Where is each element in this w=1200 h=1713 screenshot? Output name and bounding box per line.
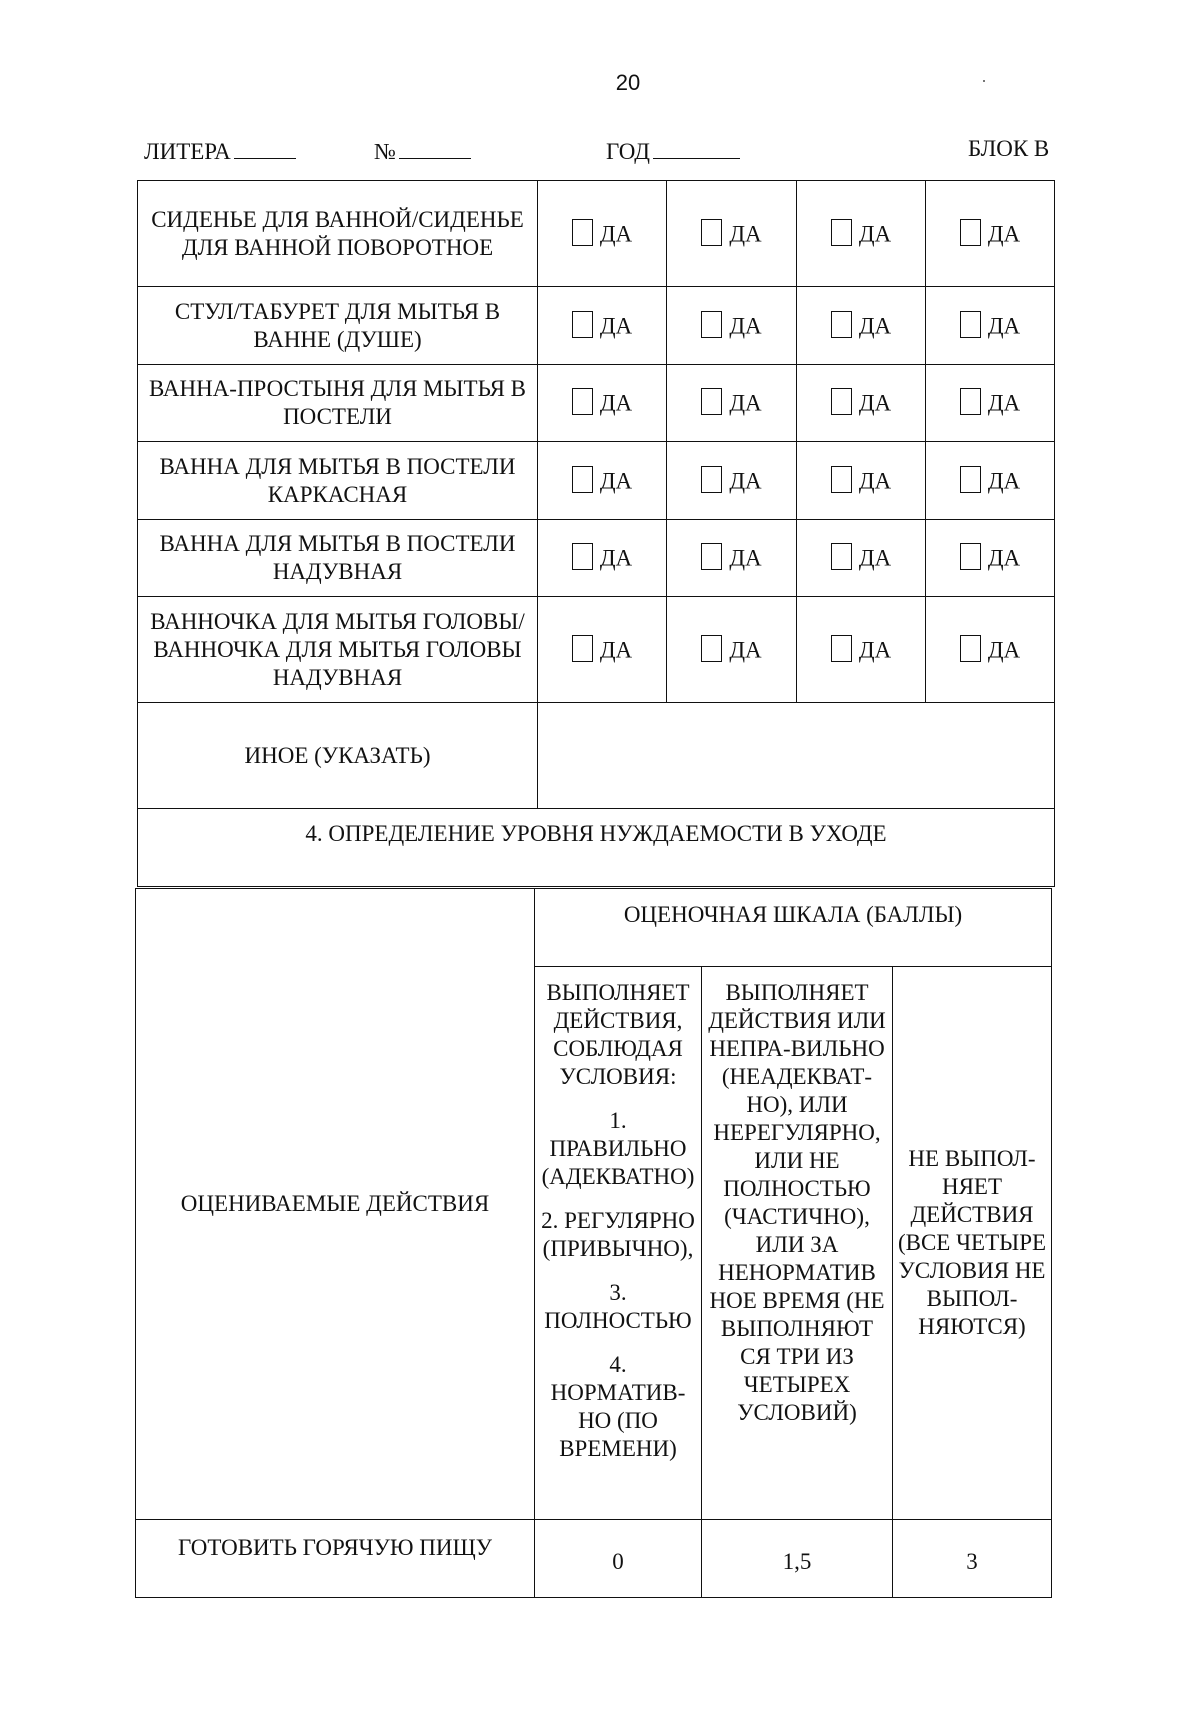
- checkbox-icon[interactable]: [701, 466, 722, 493]
- yes-option[interactable]: [797, 520, 926, 597]
- yes-option[interactable]: [538, 442, 667, 520]
- yes-option[interactable]: [926, 365, 1055, 442]
- year-blank[interactable]: [653, 136, 740, 159]
- equipment-label: ВАННА ДЛЯ МЫТЬЯ В ПОСТЕЛИ НАДУВНАЯ: [138, 520, 538, 597]
- checkbox-icon[interactable]: [831, 219, 852, 246]
- yes-label: ДА: [858, 390, 892, 416]
- col1-cond3-text: ПОЛНОСТЬЮ: [544, 1308, 692, 1333]
- yes-option[interactable]: [538, 520, 667, 597]
- equipment-row: [138, 365, 1055, 442]
- yes-label: ДА: [729, 313, 762, 339]
- checkbox-icon[interactable]: [831, 311, 852, 338]
- yes-option[interactable]: [667, 365, 797, 442]
- yes-label: ДА: [858, 468, 892, 494]
- col1-cond4-number: 4.: [609, 1352, 627, 1377]
- other-input[interactable]: [538, 703, 1055, 809]
- yes-label: ДА: [987, 637, 1021, 663]
- scale-col-2: НЕ ВЫПОЛ-НЯЕТ ДЕЙСТВИЯ (ВСЕ ЧЕТЫРЕ УСЛОВИЯ НЕ ВЫПОЛ-НЯЮТСЯ): [893, 967, 1052, 1520]
- checkbox-icon[interactable]: [701, 543, 722, 570]
- yes-label: ДА: [987, 468, 1021, 494]
- yes-label: ДА: [987, 545, 1021, 571]
- col1-cond2: 2. РЕГУЛЯРНО (ПРИВЫЧНО),: [541, 1208, 695, 1261]
- page-number: 20: [615, 70, 641, 95]
- yes-option[interactable]: [797, 597, 926, 703]
- checkbox-icon[interactable]: [572, 466, 593, 493]
- yes-label: ДА: [987, 313, 1021, 339]
- yes-option[interactable]: [926, 597, 1055, 703]
- section-title: 4. ОПРЕДЕЛЕНИЕ УРОВНЯ НУЖДАЕМОСТИ В УХОДЕ: [138, 809, 1055, 887]
- yes-label: ДА: [599, 468, 633, 494]
- checkbox-icon[interactable]: [831, 388, 852, 415]
- checkbox-icon[interactable]: [960, 543, 981, 570]
- yes-label: ДА: [987, 221, 1021, 247]
- checkbox-icon[interactable]: [960, 635, 981, 662]
- checkbox-icon[interactable]: [701, 311, 722, 338]
- action-label: ГОТОВИТЬ ГОРЯЧУЮ ПИЩУ: [136, 1520, 535, 1598]
- checkbox-icon[interactable]: [831, 635, 852, 662]
- checkbox-icon[interactable]: [831, 543, 852, 570]
- checkbox-icon[interactable]: [572, 388, 593, 415]
- checkbox-icon[interactable]: [572, 311, 593, 338]
- equipment-table: [137, 180, 1055, 887]
- yes-option[interactable]: [926, 181, 1055, 287]
- yes-option[interactable]: [667, 442, 797, 520]
- scale-col-0: [535, 967, 702, 1520]
- checkbox-icon[interactable]: [960, 219, 981, 246]
- yes-option[interactable]: [797, 287, 926, 365]
- number-label: №: [374, 139, 396, 164]
- number-blank[interactable]: [399, 136, 471, 159]
- yes-option[interactable]: [667, 287, 797, 365]
- yes-label: ДА: [729, 390, 762, 416]
- yes-label: ДА: [599, 221, 633, 247]
- yes-label: ДА: [858, 313, 892, 339]
- equipment-row: [138, 442, 1055, 520]
- assessment-table: [135, 888, 1052, 1598]
- equipment-label: СТУЛ/ТАБУРЕТ ДЛЯ МЫТЬЯ В ВАННЕ (ДУШЕ): [138, 287, 538, 365]
- score-cell: 3: [893, 1520, 1052, 1598]
- checkbox-icon[interactable]: [572, 219, 593, 246]
- checkbox-icon[interactable]: [831, 466, 852, 493]
- equipment-row: [138, 597, 1055, 703]
- checkbox-icon[interactable]: [701, 219, 722, 246]
- yes-label: ДА: [599, 313, 633, 339]
- yes-label: ДА: [729, 545, 762, 571]
- checkbox-icon[interactable]: [572, 543, 593, 570]
- col1-cond4-text: НОРМАТИВ-НО (ПО ВРЕМЕНИ): [550, 1380, 686, 1461]
- yes-option[interactable]: [667, 597, 797, 703]
- litera-label: ЛИТЕРА: [144, 139, 231, 164]
- col1-cond1-text: ПРАВИЛЬНО (АДЕКВАТНО): [541, 1136, 695, 1189]
- year-label: ГОД: [606, 139, 650, 164]
- yes-option[interactable]: [538, 287, 667, 365]
- score-cell: 1,5: [702, 1520, 893, 1598]
- yes-option[interactable]: [926, 442, 1055, 520]
- yes-label: ДА: [858, 637, 892, 663]
- year-field: [606, 136, 740, 165]
- yes-label: ДА: [729, 221, 762, 247]
- other-label: ИНОЕ (УКАЗАТЬ): [138, 703, 538, 809]
- equipment-label: СИДЕНЬЕ ДЛЯ ВАННОЙ/СИДЕНЬЕ ДЛЯ ВАННОЙ ПОВОРОТНОЕ: [138, 181, 538, 287]
- equipment-row: [138, 287, 1055, 365]
- scale-title: ОЦЕНОЧНАЯ ШКАЛА (БАЛЛЫ): [535, 889, 1052, 967]
- yes-option[interactable]: [538, 181, 667, 287]
- checkbox-icon[interactable]: [960, 466, 981, 493]
- checkbox-icon[interactable]: [701, 635, 722, 662]
- scan-speck: [983, 80, 985, 82]
- yes-option[interactable]: [797, 181, 926, 287]
- checkbox-icon[interactable]: [960, 388, 981, 415]
- assessed-actions-header: ОЦЕНИВАЕМЫЕ ДЕЙСТВИЯ: [136, 889, 535, 1520]
- other-row: [138, 703, 1055, 809]
- score-cell: 0: [535, 1520, 702, 1598]
- yes-label: ДА: [729, 468, 762, 494]
- equipment-label: ВАННОЧКА ДЛЯ МЫТЬЯ ГОЛОВЫ/ВАННОЧКА ДЛЯ МЫТЬЯ ГОЛОВЫ НАДУВНАЯ: [138, 597, 538, 703]
- yes-option[interactable]: [667, 181, 797, 287]
- yes-option[interactable]: [667, 520, 797, 597]
- checkbox-icon[interactable]: [572, 635, 593, 662]
- scale-col-1: ВЫПОЛНЯЕТ ДЕЙСТВИЯ ИЛИ НЕПРА-ВИЛЬНО (НЕАДЕКВАТ-НО), ИЛИ НЕРЕГУЛЯРНО, ИЛИ НЕ ПОЛНОСТЬЮ (ЧАСТИЧНО), ИЛИ ЗА НЕНОРМАТИВ НОЕ ВРЕМЯ (НЕ ВЫПОЛНЯЮТ СЯ ТРИ ИЗ ЧЕТЫРЕХ УСЛОВИЙ): [702, 967, 893, 1520]
- yes-label: ДА: [858, 545, 892, 571]
- yes-option[interactable]: [538, 365, 667, 442]
- yes-label: ДА: [599, 390, 633, 416]
- col1-cond1-number: 1.: [609, 1108, 627, 1133]
- yes-label: ДА: [858, 221, 892, 247]
- yes-option[interactable]: [926, 520, 1055, 597]
- litera-field: [144, 136, 296, 165]
- yes-option[interactable]: [797, 442, 926, 520]
- action-row: [136, 1520, 1052, 1598]
- yes-label: ДА: [599, 545, 633, 571]
- equipment-row: [138, 181, 1055, 287]
- checkbox-icon[interactable]: [701, 388, 722, 415]
- col1-cond3-number: 3.: [609, 1280, 627, 1305]
- checkbox-icon[interactable]: [960, 311, 981, 338]
- yes-label: ДА: [729, 637, 762, 663]
- yes-option[interactable]: [926, 287, 1055, 365]
- yes-label: ДА: [599, 637, 633, 663]
- equipment-label: ВАННА ДЛЯ МЫТЬЯ В ПОСТЕЛИ КАРКАСНАЯ: [138, 442, 538, 520]
- block-label: БЛОК В: [968, 136, 1050, 161]
- yes-option[interactable]: [538, 597, 667, 703]
- equipment-row: [138, 520, 1055, 597]
- equipment-label: ВАННА-ПРОСТЫНЯ ДЛЯ МЫТЬЯ В ПОСТЕЛИ: [138, 365, 538, 442]
- number-field: [374, 136, 471, 165]
- yes-option[interactable]: [797, 365, 926, 442]
- section-row: [138, 809, 1055, 887]
- col1-intro: ВЫПОЛНЯЕТ ДЕЙСТВИЯ, СОБЛЮДАЯ УСЛОВИЯ:: [546, 980, 690, 1089]
- yes-label: ДА: [987, 390, 1021, 416]
- litera-blank[interactable]: [234, 136, 296, 159]
